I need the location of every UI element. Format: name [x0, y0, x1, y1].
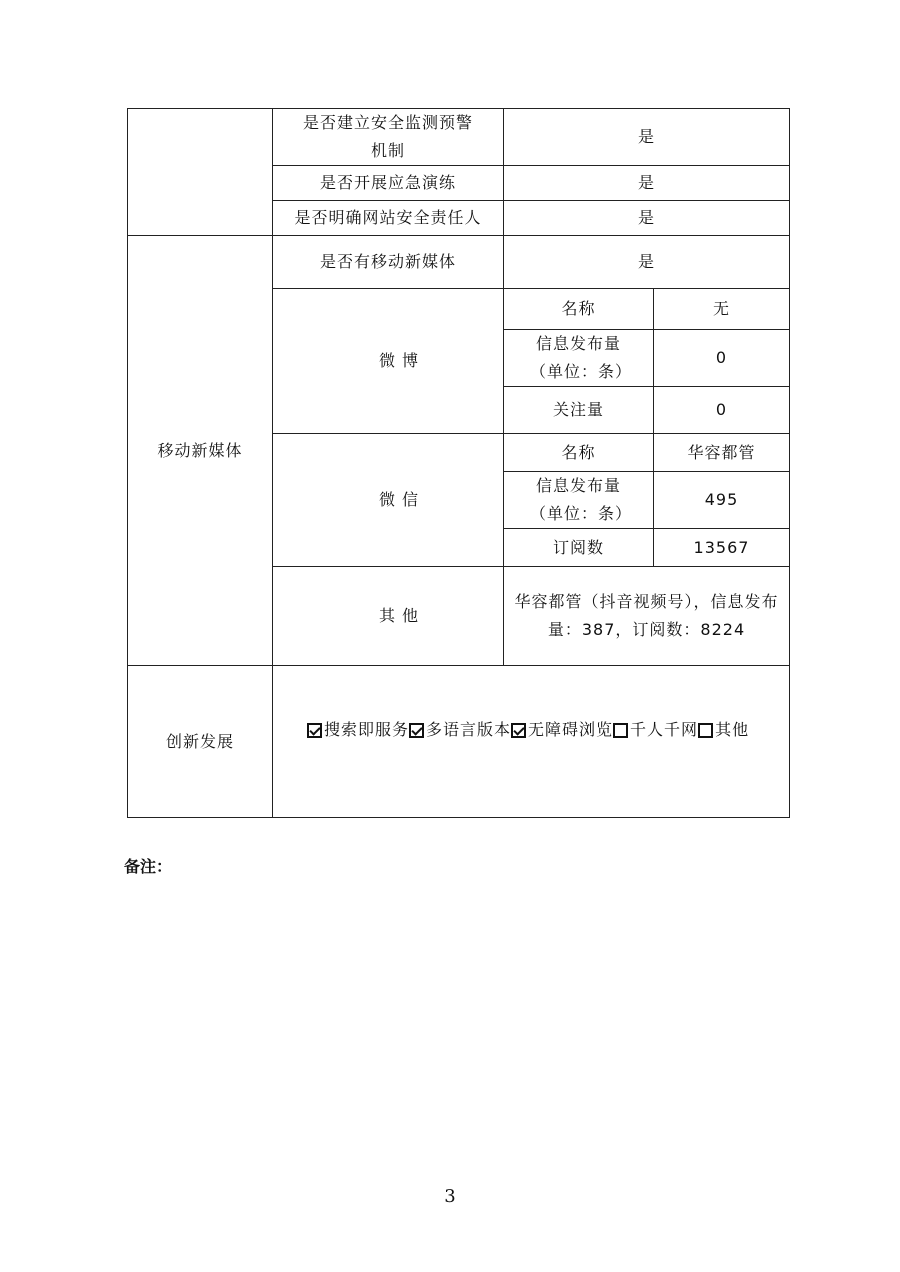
table-row [128, 666, 790, 818]
field-label: 名称 [504, 289, 654, 330]
row-label: 是否明确网站安全责任人 [273, 201, 504, 236]
checkbox-checked-icon[interactable] [511, 723, 526, 738]
field-label: 关注量 [504, 387, 654, 434]
field-value: 0 [654, 330, 790, 387]
row-value: 是 [504, 166, 790, 201]
field-label: 名称 [504, 434, 654, 472]
field-value: 0 [654, 387, 790, 434]
checkbox-checked-icon[interactable] [307, 723, 322, 738]
field-label: 订阅数 [504, 529, 654, 567]
remark-label: 备注： [124, 857, 173, 876]
field-label: 信息发布量（单位：条） [504, 472, 654, 529]
other-label: 其 他 [273, 567, 504, 666]
mobile-section-label: 移动新媒体 [128, 236, 273, 666]
innovation-option[interactable]: 无障碍浏览 [511, 716, 613, 744]
row-label: 是否开展应急演练 [273, 166, 504, 201]
wechat-label: 微 信 [273, 434, 504, 567]
row-value: 是 [504, 236, 790, 289]
field-value: 13567 [654, 529, 790, 567]
table-row [128, 236, 790, 289]
field-value: 无 [654, 289, 790, 330]
innovation-option[interactable]: 多语言版本 [409, 716, 511, 744]
page-number: 3 [444, 1186, 456, 1207]
field-value: 495 [654, 472, 790, 529]
innovation-options [273, 666, 790, 818]
report-table [127, 108, 790, 818]
other-value: 华容都管（抖音视频号），信息发布量：387，订阅数：8224 [504, 567, 790, 666]
field-value: 华容都管 [654, 434, 790, 472]
table-row [128, 109, 790, 166]
empty-category-cell [128, 109, 273, 236]
row-label: 是否有移动新媒体 [273, 236, 504, 289]
row-value: 是 [504, 109, 790, 166]
checkbox-checked-icon[interactable] [409, 723, 424, 738]
field-label: 信息发布量（单位：条） [504, 330, 654, 387]
checkbox-empty-icon[interactable] [613, 723, 628, 738]
row-label: 是否建立安全监测预警机制 [273, 109, 504, 166]
innovation-option[interactable]: 千人千网 [613, 716, 698, 744]
innovation-label: 创新发展 [128, 666, 273, 818]
innovation-option[interactable]: 搜索即服务 [307, 716, 409, 744]
innovation-option[interactable]: 其他 [698, 716, 749, 744]
checkbox-empty-icon[interactable] [698, 723, 713, 738]
row-value: 是 [504, 201, 790, 236]
weibo-label: 微 博 [273, 289, 504, 434]
